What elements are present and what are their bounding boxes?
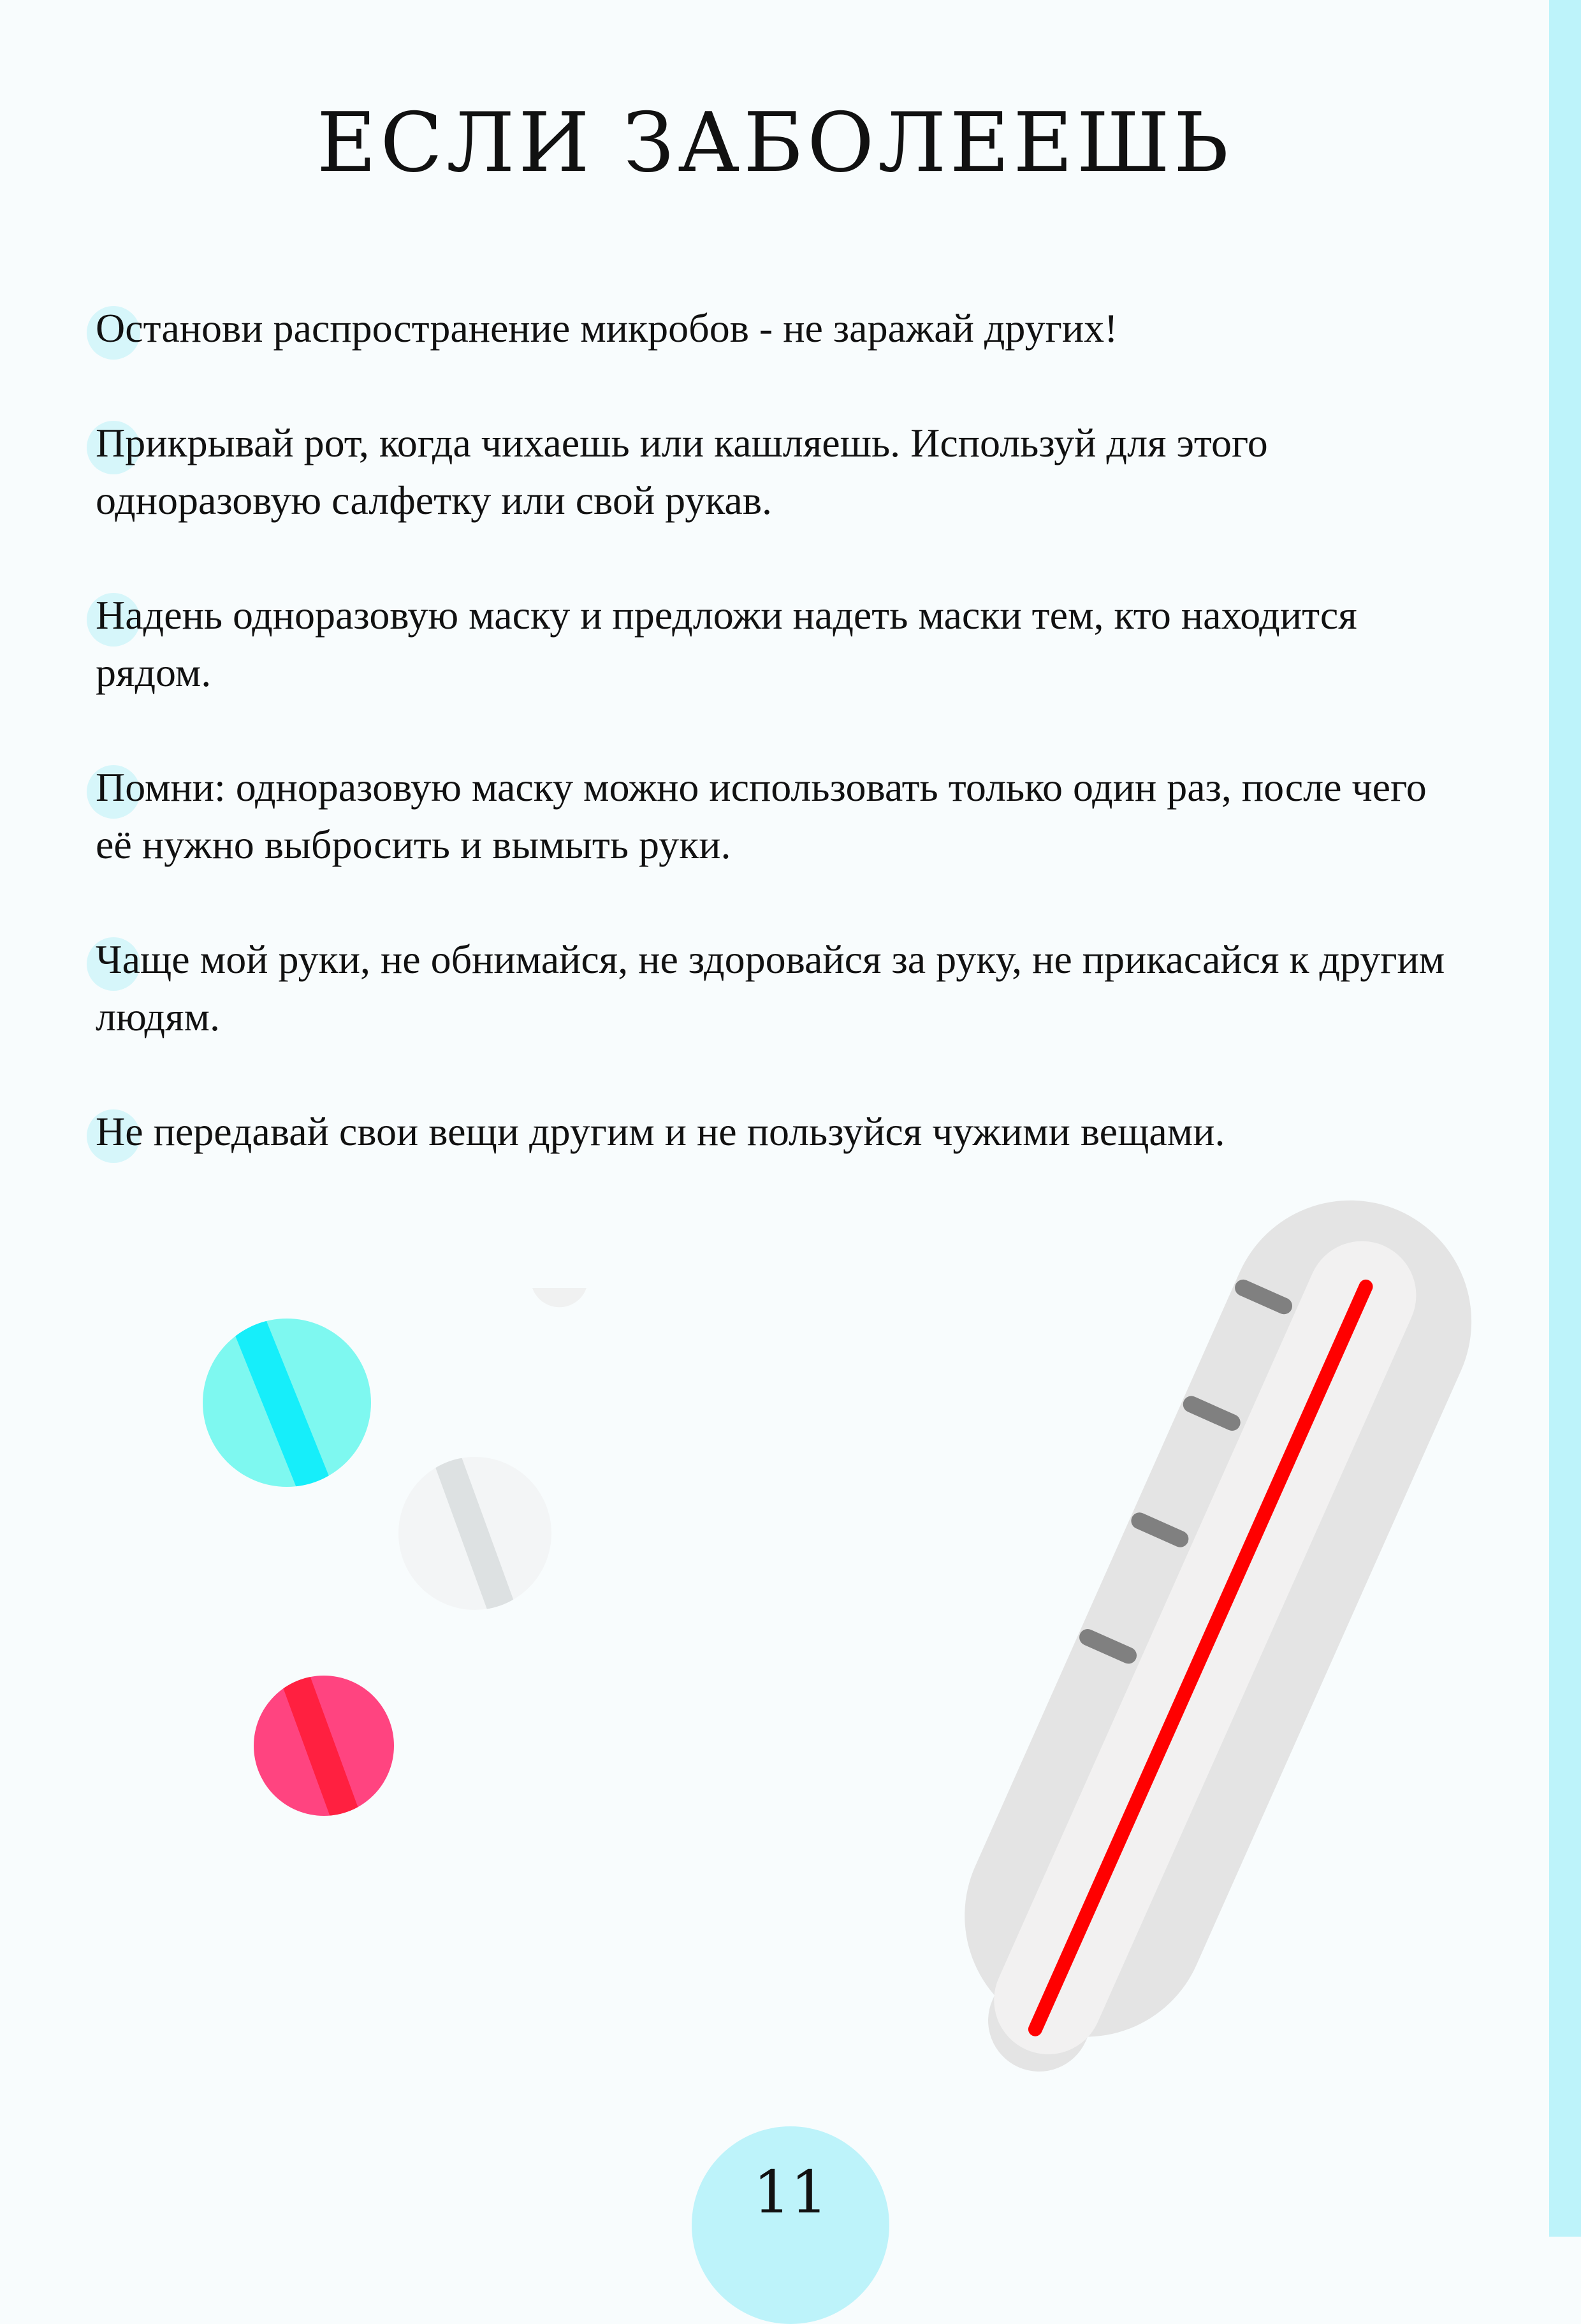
- side-accent-strip: [1549, 0, 1581, 2237]
- advice-item: Чаще мой руки, не обнимайся, не здоровайся за руку, не прикасайся к другим людям.: [96, 931, 1473, 1046]
- pill-cyan-icon: [203, 1307, 371, 1505]
- advice-item: Не передавай свои вещи другим и не пользуйся чужими вещами.: [96, 1103, 1473, 1160]
- advice-list: [96, 300, 1473, 1218]
- pill-pink-icon: [254, 1664, 394, 1830]
- thermometer-icon: [908, 1180, 1510, 2104]
- advice-item: Надень одноразовую маску и предложи надеть маски тем, кто находится рядом.: [96, 587, 1473, 701]
- advice-item: Помни: одноразовую маску можно использовать только один раз, после чего её нужно выбросить и вымыть руки.: [96, 759, 1473, 873]
- advice-item: Прикрывай рот, когда чихаешь или кашляешь. Используй для этого одноразовую салфетку или свой рукав.: [96, 414, 1473, 529]
- pill-white-icon: [398, 1447, 551, 1623]
- page-number: 11: [753, 2158, 828, 2226]
- illustration: [0, 1180, 1549, 2104]
- pill-faint-icon: [532, 1288, 586, 1307]
- page-title: ЕСЛИ ЗАБОЛЕЕШЬ: [316, 96, 1233, 191]
- advice-item: Останови распространение микробов - не заражай других!: [96, 300, 1473, 357]
